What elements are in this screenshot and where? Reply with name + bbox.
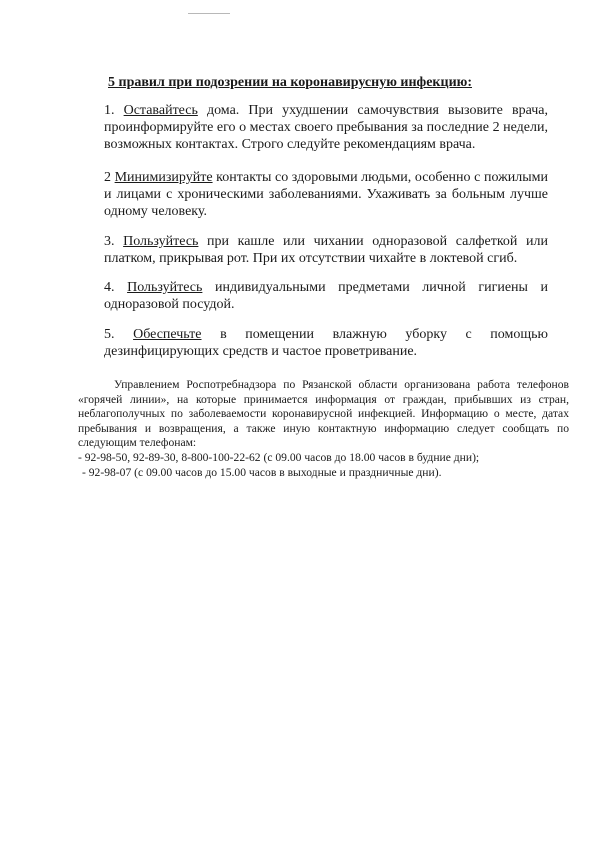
page-title: 5 правил при подозрении на коронавирусную инфекцию: [108,75,472,90]
hotline-notice [78,378,569,480]
rule-5-number: 5. [104,327,134,342]
rule-2 [104,169,548,220]
rule-5-verb: Обеспечьте [133,327,202,342]
rule-2-text: контакты со здоровыми людьми, особенно с пожилыми и лицами с хроническими заболеваниями. Ухаживать за больным лучше одному человеку. [104,170,549,219]
hotline-phones-weekend: - 92-98-07 (с 09.00 часов до 15.00 часов в выходные и праздничные дни). [82,465,442,479]
rule-1-text: дома. При ухудшении самочувствия вызовите врача, проинформируйте его о местах своего пребывания за последние 2 недели, возможных контактах. Строго следуйте рекомендациям врача. [104,103,549,152]
rule-5-text: в помещении влажную уборку с помощью дезинфицирующих средств и частое проветривание. [104,327,548,359]
rule-3-text: при кашле или чихании одноразовой салфеткой или платком, прикрывая рот. При их отсутствии чихайте в локтевой сгиб. [104,234,548,266]
rule-1-verb: Оставайтесь [123,103,198,118]
rule-2-number: 2 [104,170,115,185]
rule-4-text: индивидуальными предметами личной гигиены и одноразовой посудой. [104,280,549,312]
scan-artifact-line [188,13,230,14]
rule-3 [104,233,548,267]
rule-1 [104,102,548,153]
rule-1-number: 1. [104,103,124,118]
rule-4-verb: Пользуйтесь [127,280,203,295]
hotline-intro: Управлением Роспотребнадзора по Рязанской области организована работа телефонов «горячей линии», на которые принимается информация от граждан, прибывших из стран, неблагополучных по заболеваемости коронавирусной инфекцией. Информацию о месте, датах пребывания и возвращения, а также иную контактную информацию следует сообщать по следующим телефонам: [78,378,569,450]
rule-2-verb: Минимизируйте [114,170,213,185]
hotline-phones-weekday: - 92-98-50, 92-89-30, 8-800-100-22-62 (с 09.00 часов до 18.00 часов в будние дни); [78,450,480,464]
rule-4 [104,279,548,313]
rule-3-number: 3. [104,234,124,249]
rule-3-verb: Пользуйтесь [123,234,199,249]
rule-5 [104,326,548,360]
rule-4-number: 4. [104,280,128,295]
